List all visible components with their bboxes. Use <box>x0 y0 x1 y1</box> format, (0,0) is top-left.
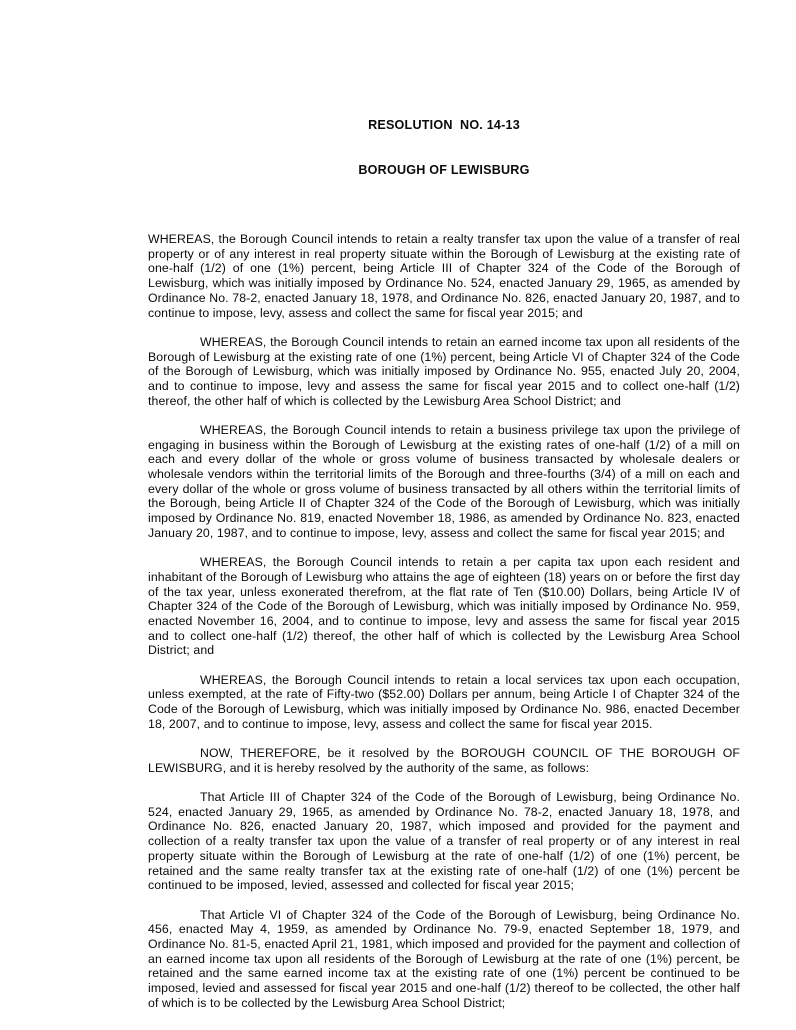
whereas-paragraph-business-privilege-tax: WHEREAS, the Borough Council intends to retain a business privilege tax upon the privilege of engaging in business within the Borough of Lewisburg at the existing rates of one-half (1/2) of a mill on each and every dollar of the whole or gross volume of business transacted by wholesale dealers or wholesale vendors within the territorial limits of the Borough and three-fourths (3/4) of a mill on each and every dollar of the whole or gross volume of business transacted by all others within the territorial limits of the Borough, being Article II of Chapter 324 of the Code of the Borough of Lewisburg, which was initially imposed by Ordinance No. 819, enacted November 18, 1986, as amended by Ordinance No. 823, enacted January 20, 1987, and to continue to impose, levy, assess and collect the same for fiscal year 2015; and <box>148 422 740 540</box>
resolution-document-page <box>148 88 740 1011</box>
now-therefore-paragraph: NOW, THEREFORE, be it resolved by the BOROUGH COUNCIL OF THE BOROUGH OF LEWISBURG, and it is hereby resolved by the authority of the same, as follows: <box>148 746 740 775</box>
whereas-paragraph-per-capita-tax: WHEREAS, the Borough Council intends to retain a per capita tax upon each resident and inhabitant of the Borough of Lewisburg who attains the age of eighteen (18) years on or before the first day of the tax year, unless exonerated therefrom, at the flat rate of Ten ($10.00) Dollars, being Article IV of Chapter 324 of the Code of the Borough of Lewisburg, which was initially imposed by Ordinance No. 959, enacted November 16, 2004, and to continue to impose, levy and assess the same for fiscal year 2015 and to collect one-half (1/2) thereof, the other half of which is collected by the Lewisburg Area School District; and <box>148 555 740 658</box>
borough-name-line: BOROUGH OF LEWISBURG <box>358 163 530 177</box>
whereas-paragraph-earned-income-tax: WHEREAS, the Borough Council intends to retain an earned income tax upon all residents of the Borough of Lewisburg at the existing rate of one (1%) percent, being Article VI of Chapter 324 of the Code of the Borough of Lewisburg, which was initially imposed by Ordinance No. 955, enacted July 20, 2004, and to continue to impose, levy and assess the same for fiscal year 2015 and to collect one-half (1/2) thereof, the other half of which is collected by the Lewisburg Area School District; and <box>148 334 740 408</box>
resolved-paragraph-article-iii-realty-transfer: That Article III of Chapter 324 of the Code of the Borough of Lewisburg, being Ordinance No. 524, enacted January 29, 1965, as amended by Ordinance No. 78-2, enacted January 18, 1978, and Ordinance No. 826, enacted January 20, 1987, which imposed and provided for the payment and collection of a realty transfer tax upon the value of a transfer of real property or of any interest in real property situate within the Borough of Lewisburg at the rate of one-half (1/2) of one (1%) percent, be retained and the same realty transfer tax at the existing rate of one-half (1/2) of one (1%) percent be continued to be imposed, levied, assessed and collected for fiscal year 2015; <box>148 790 740 893</box>
document-title <box>148 88 740 208</box>
resolved-paragraph-article-vi-earned-income: That Article VI of Chapter 324 of the Code of the Borough of Lewisburg, being Ordinance No. 456, enacted May 4, 1959, as amended by Ordinance No. 79-9, enacted September 18, 1979, and Ordinance No. 81-5, enacted April 21, 1981, which imposed and provided for the payment and collection of an earned income tax upon all residents of the Borough of Lewisburg at the rate of one (1%) percent, be retained and the same earned income tax at the existing rate of one (1%) percent be continued to be imposed, levied and assessed for fiscal year 2015 and one-half (1/2) thereof to be collected, the other half of which is to be collected by the Lewisburg Area School District; <box>148 907 740 1010</box>
whereas-paragraph-local-services-tax: WHEREAS, the Borough Council intends to retain a local services tax upon each occupation, unless exempted, at the rate of Fifty-two ($52.00) Dollars per annum, being Article I of Chapter 324 of the Code of the Borough of Lewisburg, which was initially imposed by Ordinance No. 986, enacted December 18, 2007, and to continue to impose, levy, assess and collect the same for fiscal year 2015. <box>148 672 740 731</box>
whereas-paragraph-realty-transfer-tax: WHEREAS, the Borough Council intends to retain a realty transfer tax upon the value of a transfer of real property or of any interest in real property situate within the Borough of Lewisburg at the existing rate of one-half (1/2) of one (1%) percent, being Article III of Chapter 324 of the Code of the Borough of Lewisburg, which was initially imposed by Ordinance No. 524, enacted January 29, 1965, as amended by Ordinance No. 78-2, enacted January 18, 1978, and Ordinance No. 826, enacted January 20, 1987, and to continue to impose, levy, assess and collect the same for fiscal year 2015; and <box>148 232 740 320</box>
resolution-number-line: RESOLUTION NO. 14-13 <box>368 118 520 132</box>
